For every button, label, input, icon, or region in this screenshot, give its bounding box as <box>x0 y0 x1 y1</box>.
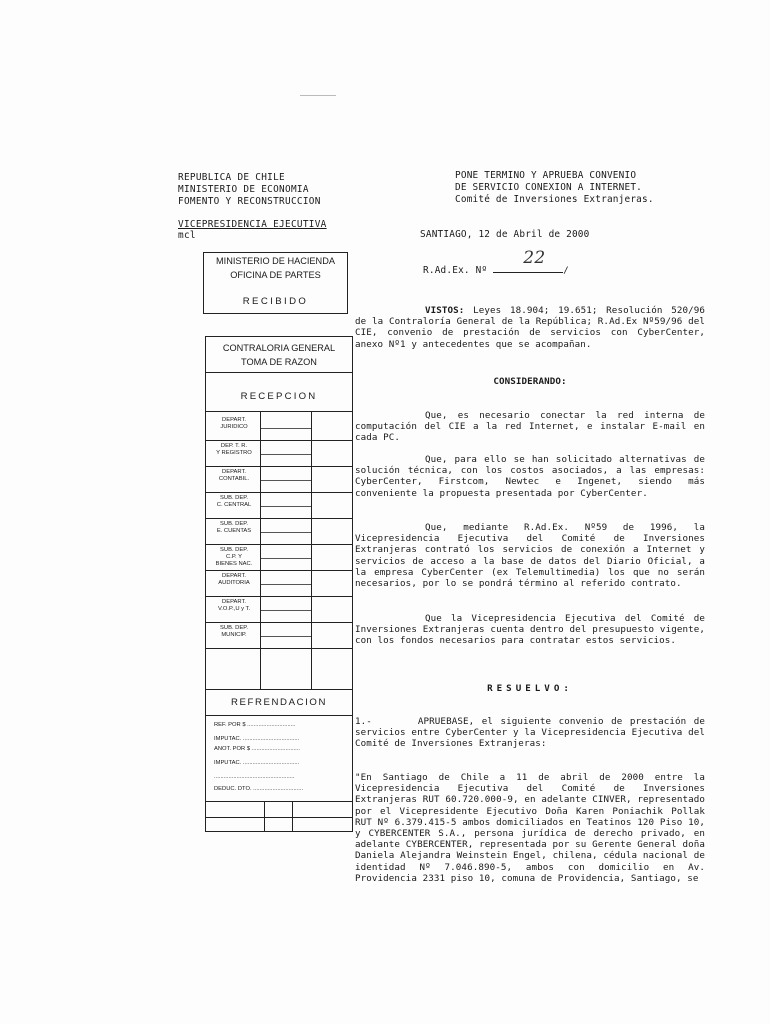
department-label <box>208 417 260 431</box>
box-divider <box>206 411 352 412</box>
item-text: APRUEBASE, el siguiente convenio de prestación de servicios entre CyberCenter y la Vicepresidencia Ejecutiva del Comité de Inversiones Extranjeras: <box>355 716 705 750</box>
department-label <box>208 573 260 587</box>
grid-column-line <box>264 801 265 831</box>
reception-heading: RECEPCION <box>240 391 318 402</box>
department-mid-line <box>261 610 311 611</box>
department-label-line: SUB. DEP. <box>220 625 248 631</box>
department-row <box>206 623 352 649</box>
department-mid-line <box>261 584 311 585</box>
grid-column-line <box>260 411 261 689</box>
subject-line-1: PONE TERMINO Y APRUEBA CONVENIO <box>455 170 637 181</box>
department-label <box>208 521 260 535</box>
contraloria-subtitle: TOMA DE RAZON <box>241 357 317 367</box>
stamp-office: OFICINA DE PARTES <box>230 270 321 280</box>
department-label-line: CONTABIL. <box>218 476 250 482</box>
considerando-paragraph-1 <box>355 410 705 444</box>
department-row <box>206 519 352 545</box>
subject-line-3: Comité de Inversiones Extranjeras. <box>455 194 654 205</box>
resolution-slash: / <box>563 266 569 276</box>
issuing-unit <box>178 219 327 241</box>
stamp-received: RECIBIDO <box>242 296 309 307</box>
department-label <box>208 469 260 483</box>
box-divider <box>206 372 352 373</box>
vistos-text: 520/96 de la Contraloría General de la República; R.Ad.Ex Nº59/96 del CIE, convenio de prestación de servicios con CyberCenter, anexo Nº1 y antecedentes que se acompañan. <box>355 305 705 350</box>
box-divider <box>206 817 352 818</box>
department-label <box>208 547 260 568</box>
department-row <box>206 467 352 493</box>
vistos-laws: Leyes 18.904; 19.651; Resolución <box>464 305 663 316</box>
grid-column-line <box>292 801 293 831</box>
department-label-line: DEPART. <box>222 573 246 579</box>
resolution-item-1 <box>355 716 705 750</box>
department-label-line: Y REGISTRO <box>216 450 252 456</box>
department-label-line: V.O.P.,U y T. <box>217 606 251 612</box>
grid-column-line <box>311 411 312 689</box>
department-label-line: C.P. Y <box>226 554 242 560</box>
considerando-paragraph-3 <box>355 522 705 589</box>
vistos-paragraph <box>355 305 705 350</box>
subject-block <box>455 170 654 206</box>
resolution-number-handwritten: 22 <box>523 248 546 268</box>
department-label-line: SUB. DEP. <box>220 495 248 501</box>
ref-field: REF. POR $ .............................. <box>214 722 296 728</box>
department-mid-line <box>261 558 311 559</box>
subject-line-2: DE SERVICIO CONEXION A INTERNET. <box>455 182 643 193</box>
issuing-unit-name: VICEPRESIDENCIA EJECUTIVA <box>178 219 327 230</box>
department-label-line: C. CENTRAL <box>216 502 252 508</box>
received-stamp <box>203 252 348 314</box>
department-mid-line <box>261 532 311 533</box>
resolution-number-blank <box>493 248 563 273</box>
letterhead-ministry-sub: FOMENTO Y RECONSTRUCCION <box>178 196 321 207</box>
department-mid-line <box>261 506 311 507</box>
contraloria-box <box>205 336 353 832</box>
department-label-line: SUB. DEP. <box>220 547 248 553</box>
contract-text: "En Santiago de Chile a 11 de abril de 2000 entre la Vicepresidencia Ejecutiva del Comité de Inversiones Extranjeras RUT 60.720.000-9, en adelante CINVER, representado por el Vicepresidente Ejecutivo Doña Karen Poniachik Pollak RUT Nº 6.379.415-5 ambos domiciliados en Teatinos 120 Piso 10, y CYBERCENTER S.A., persona jurídica de derecho privado, en adelante CYBERCENTER, representada por su Gerente General doña Daniela Alejandra Weinstein Engel, chilena, cédula nacional de identidad Nº 7.046.890-5, ambos con domicilio en Av. Providencia 2331 piso 10, comuna de Providencia, Santiago, se <box>355 772 705 884</box>
considerando-text-2: Que, para ello se han solicitado alternativas de solución técnica, con los costos asociados, a las empresas: CyberCenter, Firstcom, Newtec e Ingenet, siendo más conveniente la propuesta presentada por CyberCenter. <box>355 454 705 499</box>
department-mid-line <box>261 454 311 455</box>
ref-field: .................................................. <box>214 774 295 780</box>
resolution-label: R.Ad.Ex. Nº <box>423 265 488 276</box>
ref-field: ANOT. POR $ .............................. <box>214 746 301 752</box>
department-label-line: DEP. T. R. <box>220 443 248 449</box>
department-mid-line <box>261 480 311 481</box>
box-divider <box>206 689 352 690</box>
department-row <box>206 441 352 467</box>
box-divider <box>206 715 352 716</box>
vistos-label: VISTOS: <box>425 305 465 316</box>
considerando-text-3: Que, mediante R.Ad.Ex. Nº59 de 1996, la Vicepresidencia Ejecutiva del Comité de Inversiones Extranjeras contrató los servicios de conexión a Internet y servicios de acceso a la base de datos del Diario Oficial, a la empresa CyberCenter (ex Telemultimedia) los que no serán necesarios, por lo se pondrá término al referido contrato. <box>355 522 705 590</box>
considerando-paragraph-4 <box>355 613 705 647</box>
resuelvo-heading: RESUELVO: <box>487 683 573 694</box>
department-row <box>206 571 352 597</box>
department-row <box>206 415 352 441</box>
considerando-heading: CONSIDERANDO: <box>493 376 567 387</box>
department-label-line: DEPART. <box>222 469 246 475</box>
letterhead <box>178 172 321 208</box>
department-label-line: E. CUENTAS <box>216 528 252 534</box>
contraloria-title: CONTRALORIA GENERAL <box>222 343 336 353</box>
department-label-line: JURIDICO <box>220 424 248 430</box>
scan-mark <box>300 95 336 96</box>
department-label <box>208 495 260 509</box>
considerando-paragraph-2 <box>355 454 705 499</box>
department-label <box>208 599 260 613</box>
department-label-line: MUNICIP. <box>221 632 247 638</box>
letterhead-ministry: MINISTERIO DE ECONOMIA <box>178 184 309 195</box>
stamp-ministry: MINISTERIO DE HACIENDA <box>216 256 335 266</box>
department-row-line <box>206 648 352 649</box>
document-date: SANTIAGO, 12 de Abril de 2000 <box>420 229 590 240</box>
department-label-line: BIENES NAC. <box>215 561 253 567</box>
department-row <box>206 493 352 519</box>
department-mid-line <box>261 636 311 637</box>
department-label <box>208 443 260 457</box>
department-label-line: DEPART. <box>222 417 246 423</box>
department-label-line: SUB. DEP. <box>220 521 248 527</box>
department-label-line: DEPART. <box>222 599 246 605</box>
contract-paragraph <box>355 772 705 884</box>
considerando-text-1: Que, es necesario conectar la red interna de computación del CIE a la red Internet, e instalar E-mail en cada PC. <box>355 410 705 444</box>
considerando-text-4: Que la Vicepresidencia Ejecutiva del Comité de Inversiones Extranjeras cuenta dentro del presupuesto vigente, con los fondos necesarios para contratar estos servicios. <box>355 613 705 647</box>
refrendacion-heading: REFRENDACION <box>231 697 327 708</box>
department-mid-line <box>261 428 311 429</box>
department-label-line: AUDITORIA <box>218 580 250 586</box>
ref-field: DEDUC. DTO. ............................... <box>214 786 304 792</box>
department-row <box>206 545 352 571</box>
department-label <box>208 625 260 639</box>
letterhead-country: REPUBLICA DE CHILE <box>178 172 285 183</box>
ref-field: IMPUTAC. ................................... <box>214 736 300 742</box>
box-divider <box>206 801 352 802</box>
department-row <box>206 597 352 623</box>
ref-field: IMPUTAC. ................................... <box>214 760 300 766</box>
typist-initials: mcl <box>178 230 196 241</box>
resolution-number <box>423 248 569 276</box>
item-number: 1.- <box>355 716 372 727</box>
